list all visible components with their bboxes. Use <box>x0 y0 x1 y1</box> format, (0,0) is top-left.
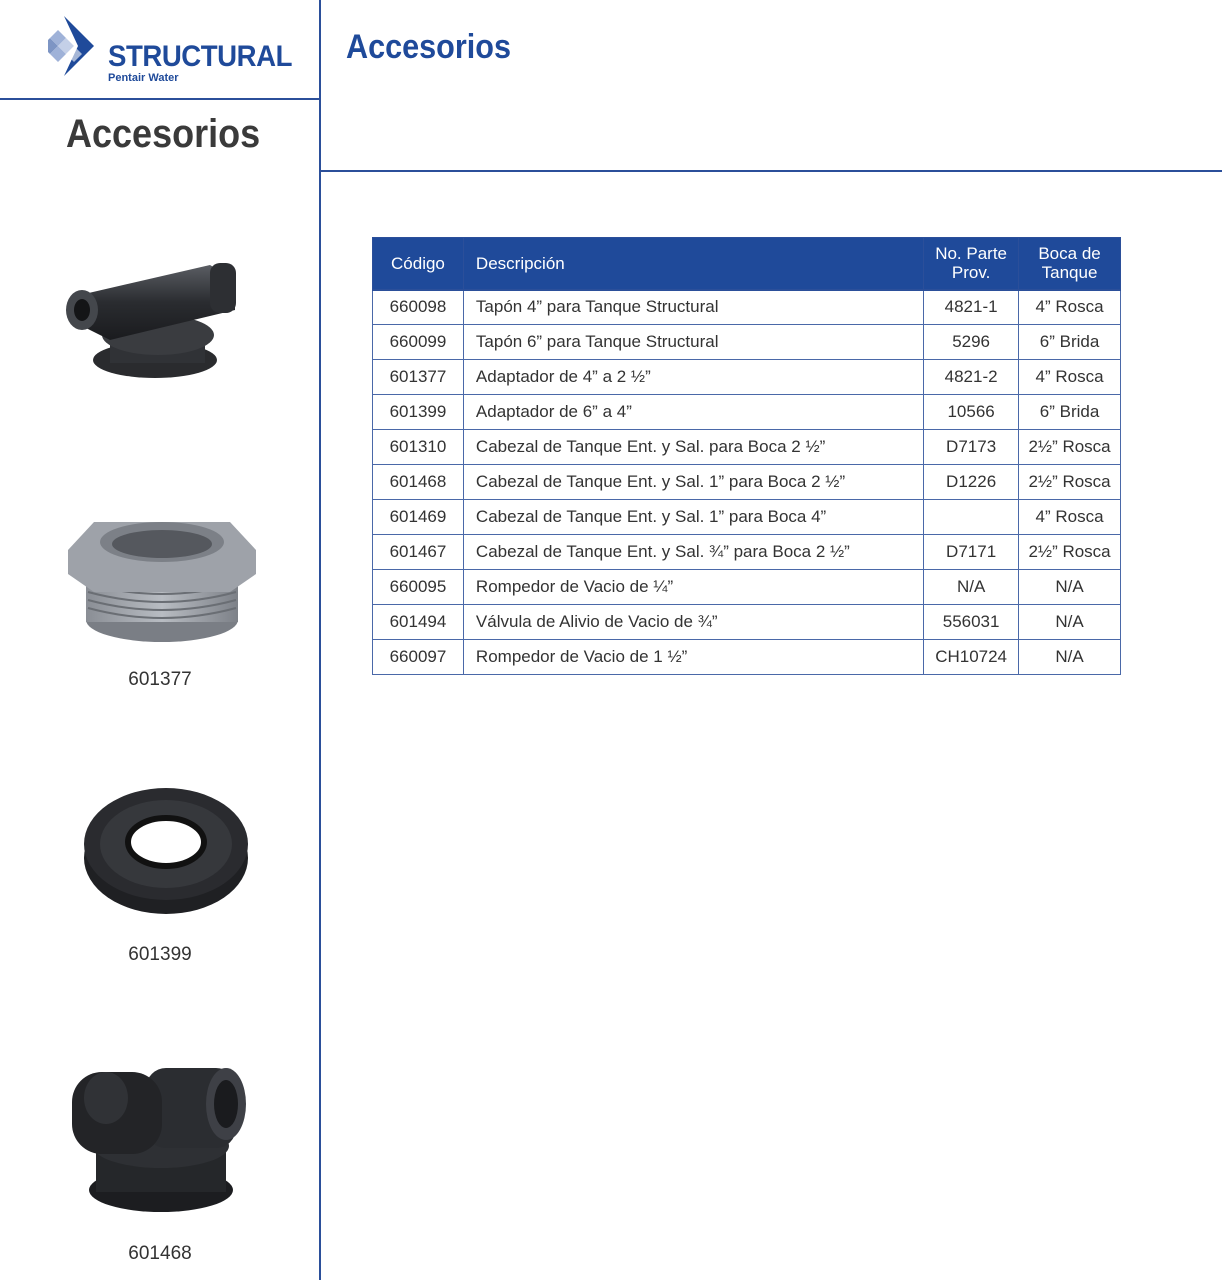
cell-code: 601494 <box>373 605 464 640</box>
cell-boca: N/A <box>1019 570 1121 605</box>
cell-description: Cabezal de Tanque Ent. y Sal. 1” para Boca 4” <box>463 500 923 535</box>
brand-tagline: Pentair Water <box>108 72 179 84</box>
cell-boca: 4” Rosca <box>1019 360 1121 395</box>
cell-part: D7173 <box>924 430 1019 465</box>
cell-boca: N/A <box>1019 640 1121 675</box>
cell-description: Cabezal de Tanque Ent. y Sal. para Boca 2 ½” <box>463 430 923 465</box>
cell-part: D1226 <box>924 465 1019 500</box>
table-row <box>373 640 1121 675</box>
main-header-rule <box>320 170 1222 172</box>
header-part-line1: No. Parte <box>935 244 1008 264</box>
cell-part: N/A <box>924 570 1019 605</box>
sidebar-divider <box>319 0 321 1280</box>
threaded-adapter-icon <box>64 512 260 647</box>
cell-code: 601469 <box>373 500 464 535</box>
cell-boca: 4” Rosca <box>1019 290 1121 325</box>
cell-code: 601468 <box>373 465 464 500</box>
product-image-tank-head <box>60 255 250 400</box>
cell-description: Válvula de Alivio de Vacio de ¾” <box>463 605 923 640</box>
header-boca-line2: Tanque <box>1041 263 1098 283</box>
table-row <box>373 535 1121 570</box>
table-row <box>373 325 1121 360</box>
cell-code: 660097 <box>373 640 464 675</box>
cell-code: 601467 <box>373 535 464 570</box>
table-row <box>373 395 1121 430</box>
cell-part: 4821-2 <box>924 360 1019 395</box>
table-row <box>373 290 1121 325</box>
cell-boca: 6” Brida <box>1019 325 1121 360</box>
cell-part <box>924 500 1019 535</box>
cell-code: 601377 <box>373 360 464 395</box>
cell-part: 5296 <box>924 325 1019 360</box>
tank-head-fitting-icon <box>60 255 250 395</box>
header-description: Descripción <box>463 238 923 290</box>
cell-code: 601399 <box>373 395 464 430</box>
cell-boca: 4” Rosca <box>1019 500 1121 535</box>
product-image-601377 <box>64 512 260 652</box>
cell-description: Tapón 4” para Tanque Structural <box>463 290 923 325</box>
table-row <box>373 500 1121 535</box>
product-image-601399 <box>78 778 254 923</box>
product-image-601468 <box>66 1058 252 1223</box>
cell-code: 601310 <box>373 430 464 465</box>
cell-boca: 2½” Rosca <box>1019 535 1121 570</box>
cell-description: Rompedor de Vacio de ¼” <box>463 570 923 605</box>
table-row <box>373 430 1121 465</box>
sidebar-title: Accesorios <box>66 112 261 156</box>
cell-description: Adaptador de 6” a 4” <box>463 395 923 430</box>
product-caption-601468: 601468 <box>128 1243 192 1264</box>
cell-boca: 6” Brida <box>1019 395 1121 430</box>
header-part-number <box>924 238 1019 290</box>
brand-name: STRUCTURAL <box>108 40 292 73</box>
cell-description: Tapón 6” para Tanque Structural <box>463 325 923 360</box>
cell-code: 660099 <box>373 325 464 360</box>
table-row <box>373 465 1121 500</box>
cell-boca: N/A <box>1019 605 1121 640</box>
header-boca-line1: Boca de <box>1038 244 1101 264</box>
cell-boca: 2½” Rosca <box>1019 465 1121 500</box>
structural-logo-icon <box>48 16 104 76</box>
cell-code: 660095 <box>373 570 464 605</box>
tank-head-valve-icon <box>66 1058 252 1218</box>
cell-code: 660098 <box>373 290 464 325</box>
cell-description: Cabezal de Tanque Ent. y Sal. 1” para Boca 2 ½” <box>463 465 923 500</box>
table-header-row <box>373 238 1121 290</box>
table-row <box>373 360 1121 395</box>
ring-adapter-icon <box>78 778 254 918</box>
header-part-line2: Prov. <box>951 263 991 283</box>
cell-description: Cabezal de Tanque Ent. y Sal. ¾” para Boca 2 ½” <box>463 535 923 570</box>
cell-part: CH10724 <box>924 640 1019 675</box>
product-caption-601377: 601377 <box>128 669 192 690</box>
page-title: Accesorios <box>346 28 511 66</box>
table-row <box>373 605 1121 640</box>
cell-part: 10566 <box>924 395 1019 430</box>
cell-part: 4821-1 <box>924 290 1019 325</box>
cell-description: Adaptador de 4” a 2 ½” <box>463 360 923 395</box>
brand-logo <box>48 16 292 86</box>
header-code: Código <box>373 238 464 290</box>
sidebar-header-rule <box>0 98 320 100</box>
header-tank-mouth <box>1019 238 1121 290</box>
product-caption-601399: 601399 <box>128 944 192 965</box>
cell-boca: 2½” Rosca <box>1019 430 1121 465</box>
cell-part: 556031 <box>924 605 1019 640</box>
cell-description: Rompedor de Vacio de 1 ½” <box>463 640 923 675</box>
accessories-table <box>372 237 1121 675</box>
cell-part: D7171 <box>924 535 1019 570</box>
table-row <box>373 570 1121 605</box>
